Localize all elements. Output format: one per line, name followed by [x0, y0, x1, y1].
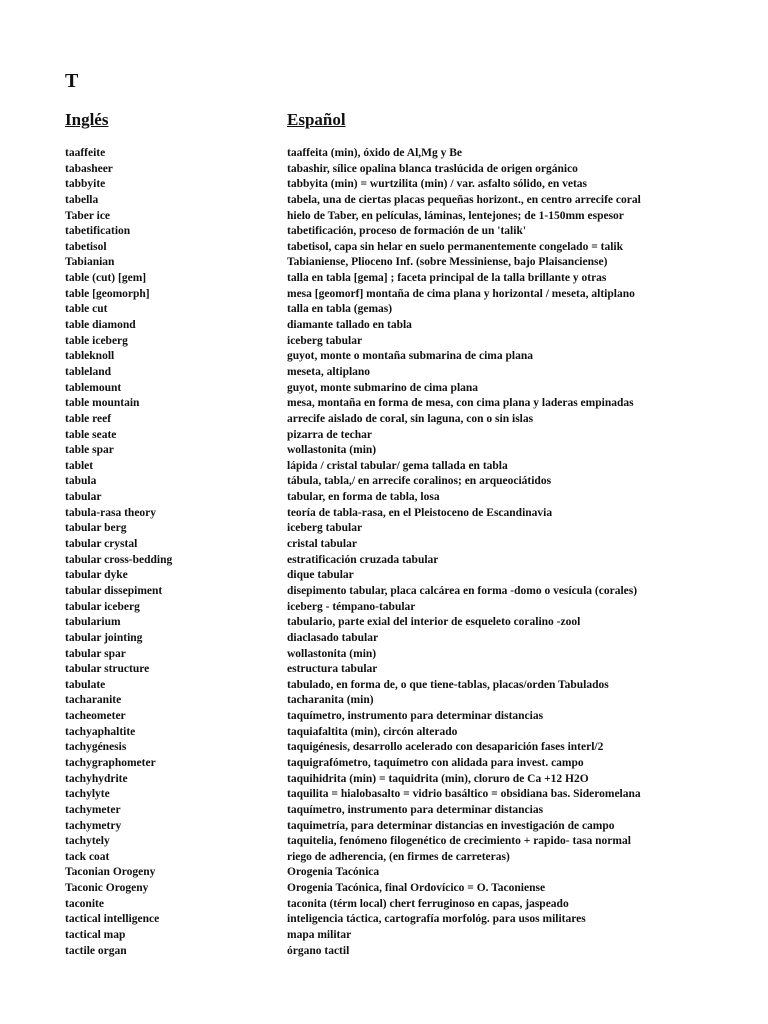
glossary-entry — [0, 897, 768, 913]
glossary-entry — [0, 678, 768, 694]
english-term: tabular spar — [65, 647, 126, 660]
glossary-entry — [0, 568, 768, 584]
spanish-translation: tabulado, en forma de, o que tiene-tablas, placas/orden Tabulados — [287, 678, 609, 691]
spanish-translation: tabbyita (min) = wurtzilita (min) / var. asfalto sólido, en vetas — [287, 178, 588, 191]
spanish-translation: Tabianiense, Plioceno Inf. (sobre Messiniense, bajo Plaisanciense) — [287, 256, 608, 269]
english-term: tabasheer — [65, 162, 113, 175]
english-term: tack coat — [65, 850, 110, 863]
glossary-entry — [0, 584, 768, 600]
spanish-translation: Orogenia Tacónica — [287, 866, 380, 879]
glossary-entry — [0, 725, 768, 741]
spanish-translation: taquitelia, fenómeno filogenético de crecimiento + rapido- tasa normal — [287, 835, 631, 848]
glossary-entry — [0, 271, 768, 287]
glossary-entry — [0, 146, 768, 162]
glossary-entry — [0, 412, 768, 428]
english-term: tactical map — [65, 929, 126, 942]
english-term: taconite — [65, 897, 104, 910]
english-term: tabetification — [65, 225, 131, 238]
english-term: tabbyite — [65, 178, 106, 191]
spanish-translation: lápida / cristal tabular/ gema tallada en tabla — [287, 459, 508, 472]
spanish-translation: wollastonita (min) — [287, 444, 377, 457]
glossary-entry — [0, 865, 768, 881]
english-term: tabetisol — [65, 240, 107, 253]
english-term: tabulate — [65, 678, 106, 691]
glossary-entry — [0, 255, 768, 271]
spanish-translation: inteligencia táctica, cartografía morfológ. para usos militares — [287, 913, 586, 926]
glossary-entry — [0, 709, 768, 725]
glossary-entry — [0, 850, 768, 866]
english-term: table mountain — [65, 397, 140, 410]
glossary-entry — [0, 647, 768, 663]
spanish-translation: arrecife aislado de coral, sin laguna, con o sin islas — [287, 412, 534, 425]
glossary-entry — [0, 740, 768, 756]
glossary-entry — [0, 615, 768, 631]
english-term: table (cut) [gem] — [65, 272, 147, 285]
english-term: tabular jointing — [65, 631, 143, 644]
glossary-entry — [0, 334, 768, 350]
spanish-translation: tabular, en forma de tabla, losa — [287, 491, 440, 504]
glossary-entry — [0, 772, 768, 788]
glossary-entry — [0, 443, 768, 459]
glossary-entry — [0, 162, 768, 178]
english-term: tabula-rasa theory — [65, 506, 157, 519]
spanish-translation: guyot, monte o montaña submarina de cima plana — [287, 350, 533, 363]
glossary-entry — [0, 881, 768, 897]
spanish-translation: disepimento tabular, placa calcárea en forma -domo o vesícula (corales) — [287, 584, 638, 597]
english-term: tacheometer — [65, 710, 126, 723]
glossary-entries — [0, 146, 768, 959]
glossary-entry — [0, 209, 768, 225]
glossary-entry — [0, 756, 768, 772]
spanish-translation: mesa [geomorf] montaña de cima plana y horizontal / meseta, altiplano — [287, 287, 635, 300]
glossary-entry — [0, 787, 768, 803]
spanish-translation: taquigénesis, desarrollo acelerado con desaparición fases interl/2 — [287, 741, 604, 754]
english-term: tachytely — [65, 835, 110, 848]
spanish-translation: tacharanita (min) — [287, 694, 374, 707]
spanish-translation: tabashir, sílice opalina blanca traslúcida de origen orgánico — [287, 162, 578, 175]
spanish-translation: wollastonita (min) — [287, 647, 377, 660]
glossary-entry — [0, 521, 768, 537]
glossary-entry — [0, 490, 768, 506]
glossary-entry — [0, 506, 768, 522]
english-term: tabular structure — [65, 663, 150, 676]
spanish-translation: estructura tabular — [287, 663, 378, 676]
english-term: tacharanite — [65, 694, 122, 707]
english-term: tabella — [65, 193, 99, 206]
glossary-entry — [0, 819, 768, 835]
glossary-entry — [0, 600, 768, 616]
glossary-entry — [0, 287, 768, 303]
spanish-translation: dique tabular — [287, 569, 354, 582]
english-term: table [geomorph] — [65, 287, 150, 300]
glossary-entry — [0, 240, 768, 256]
spanish-translation: pizarra de techar — [287, 428, 372, 441]
english-term: tabula — [65, 475, 97, 488]
english-term: Taber ice — [65, 209, 111, 222]
english-column-header: Inglés — [65, 110, 109, 129]
glossary-entry — [0, 365, 768, 381]
english-term: tachyhydrite — [65, 772, 128, 785]
spanish-translation: taquímetro, instrumento para determinar distancias — [287, 710, 544, 723]
glossary-entry — [0, 428, 768, 444]
english-term: tachylyte — [65, 788, 110, 801]
glossary-entry — [0, 553, 768, 569]
glossary-entry — [0, 224, 768, 240]
spanish-translation: tabela, una de ciertas placas pequeñas horizont., en centro arrecife coral — [287, 193, 641, 206]
english-term: tachygraphometer — [65, 756, 156, 769]
spanish-translation: cristal tabular — [287, 538, 357, 551]
spanish-translation: taquímetro, instrumento para determinar distancias — [287, 803, 544, 816]
english-term: tabularium — [65, 616, 121, 629]
english-term: tableknoll — [65, 350, 115, 363]
english-term: tablemount — [65, 381, 122, 394]
glossary-entry — [0, 318, 768, 334]
english-term: tabular dyke — [65, 569, 128, 582]
spanish-translation: talla en tabla (gemas) — [287, 303, 393, 316]
spanish-translation: diaclasado tabular — [287, 631, 379, 644]
spanish-translation: tabetificación, proceso de formación de un 'talik' — [287, 225, 527, 238]
english-term: Tabianian — [65, 256, 115, 269]
english-term: tabular dissepiment — [65, 584, 163, 597]
glossary-entry — [0, 631, 768, 647]
english-term: tachygénesis — [65, 741, 127, 754]
spanish-translation: estratificación cruzada tabular — [287, 553, 439, 566]
spanish-translation: taquilita = hialobasalto = vidrio basáltico = obsidiana bas. Sideromelana — [287, 788, 641, 801]
spanish-translation: taquiafaltita (min), circón alterado — [287, 725, 458, 738]
english-term: tactile organ — [65, 944, 127, 957]
glossary-entry — [0, 912, 768, 928]
english-term: tablet — [65, 459, 94, 472]
english-term: tabular cross-bedding — [65, 553, 173, 566]
english-term: tactical intelligence — [65, 913, 160, 926]
glossary-entry — [0, 459, 768, 475]
english-term: Taconic Orogeny — [65, 882, 149, 895]
english-term: tachyaphaltite — [65, 725, 136, 738]
glossary-entry — [0, 803, 768, 819]
glossary-entry — [0, 302, 768, 318]
glossary-entry — [0, 193, 768, 209]
english-term: tabular crystal — [65, 538, 138, 551]
spanish-translation: iceberg tabular — [287, 522, 363, 535]
glossary-entry — [0, 693, 768, 709]
spanish-translation: guyot, monte submarino de cima plana — [287, 381, 479, 394]
spanish-translation: teoría de tabla-rasa, en el Pleistoceno de Escandinavia — [287, 506, 553, 519]
glossary-entry — [0, 349, 768, 365]
spanish-translation: tabulario, parte exial del interior de esqueleto coralino -zool — [287, 616, 581, 629]
spanish-translation: tábula, tabla,/ en arrecife coralinos; en arqueociátidos — [287, 475, 552, 488]
english-term: table seate — [65, 428, 117, 441]
spanish-translation: Orogenia Tacónica, final Ordovícico = O. Taconiense — [287, 882, 546, 895]
spanish-translation: talla en tabla [gema] ; faceta principal de la talla brillante y otras — [287, 272, 607, 285]
spanish-translation: hielo de Taber, en películas, láminas, lentejones; de 1-150mm espesor — [287, 209, 624, 222]
spanish-column-header: Español — [287, 110, 346, 129]
spanish-translation: mesa, montaña en forma de mesa, con cima plana y laderas empinadas — [287, 397, 634, 410]
english-term: table iceberg — [65, 334, 128, 347]
spanish-translation: mapa militar — [287, 929, 352, 942]
glossary-entry — [0, 662, 768, 678]
glossary-entry — [0, 834, 768, 850]
english-term: tachymetry — [65, 819, 122, 832]
glossary-entry — [0, 396, 768, 412]
spanish-translation: taconita (térm local) chert ferruginoso en capas, jaspeado — [287, 897, 569, 910]
english-term: tabular — [65, 491, 102, 504]
english-term: table spar — [65, 444, 114, 457]
english-term: tabular berg — [65, 522, 127, 535]
glossary-entry — [0, 944, 768, 960]
spanish-translation: diamante tallado en tabla — [287, 319, 412, 332]
spanish-translation: riego de adherencia, (en firmes de carreteras) — [287, 850, 510, 863]
glossary-entry — [0, 381, 768, 397]
english-term: table cut — [65, 303, 108, 316]
glossary-entry — [0, 928, 768, 944]
english-term: table diamond — [65, 319, 136, 332]
spanish-translation: meseta, altiplano — [287, 365, 371, 378]
spanish-translation: tabetisol, capa sin helar en suelo permanentemente congelado = talik — [287, 240, 623, 253]
spanish-translation: iceberg tabular — [287, 334, 363, 347]
spanish-translation: taquimetría, para determinar distancias en investigación de campo — [287, 819, 615, 832]
english-term: tableland — [65, 365, 112, 378]
english-term: taaffeite — [65, 147, 106, 159]
spanish-translation: taaffeita (min), óxido de Al,Mg y Be — [287, 147, 463, 159]
glossary-entry — [0, 177, 768, 193]
glossary-entry — [0, 537, 768, 553]
spanish-translation: iceberg - témpano-tabular — [287, 600, 416, 613]
section-letter: T — [65, 70, 79, 92]
english-term: tachymeter — [65, 803, 121, 816]
english-term: tabular iceberg — [65, 600, 140, 613]
spanish-translation: taquigrafómetro, taquímetro con alidada para invest. campo — [287, 756, 584, 769]
spanish-translation: taquihidrita (min) = taquidrita (min), cloruro de Ca +12 H2O — [287, 772, 589, 785]
spanish-translation: órgano tactil — [287, 944, 350, 957]
english-term: table reef — [65, 412, 112, 425]
glossary-entry — [0, 474, 768, 490]
english-term: Taconian Orogeny — [65, 866, 156, 879]
